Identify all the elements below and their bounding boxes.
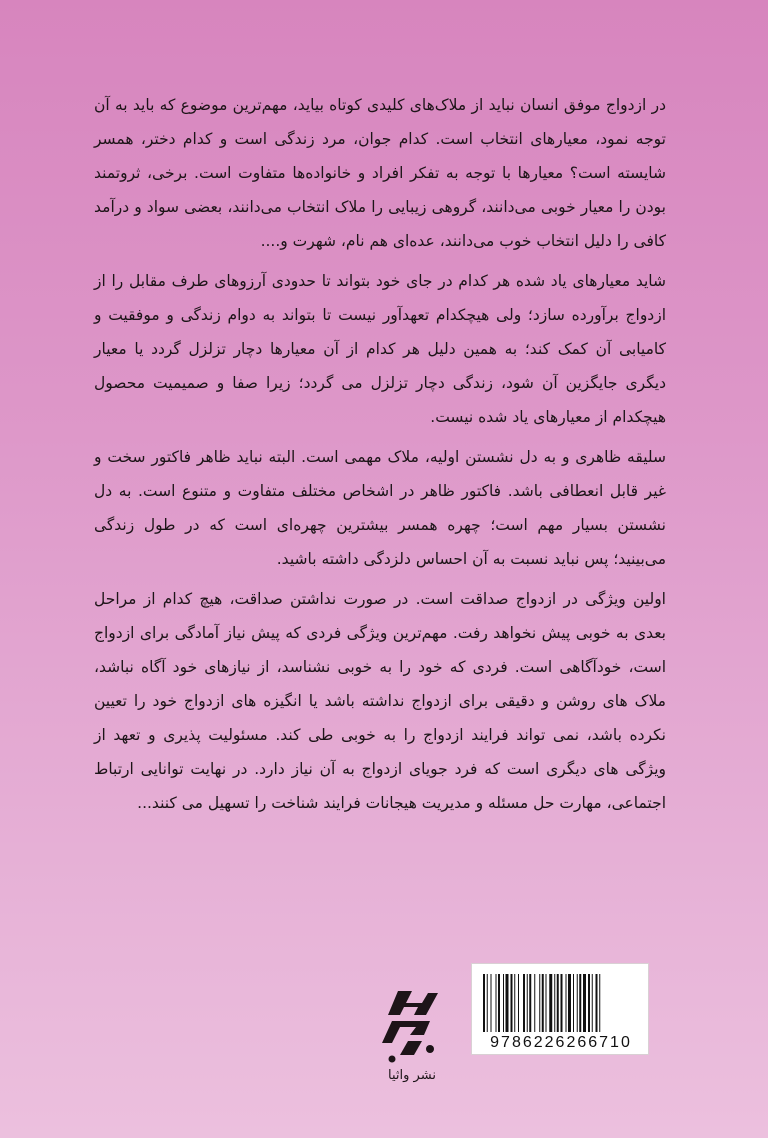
publisher-name: نشر واثیا (388, 1068, 436, 1083)
barcode-bars (482, 974, 640, 1032)
publisher-logo-icon (378, 985, 444, 1069)
blurb-paragraph-3: سلیقه ظاهری و به دل نشستن اولیه، ملاک مهمی است. البته نباید ظاهر فاکتور سخت و غیر قابل انعطافی باشد. فاکتور ظاهر در اشخاص مختلف متفاوت و متنوع است. به دل نشستن بسیار مهم است؛ چهره همسر بیشترین چهره‌ای است که در طول زندگی می‌بینید؛ پس نباید نسبت به آن احساس دلزدگی داشته باشید. (94, 448, 666, 568)
barcode (471, 963, 649, 1055)
blurb-text (94, 88, 666, 820)
blurb-paragraph-4: اولین ویژگی در ازدواج صداقت است. در صورت نداشتن صداقت، هیچ کدام از مراحل بعدی به خوبی پیش نخواهد رفت. مهم‌ترین ویژگی فردی که پیش نیاز آمادگی برای ازدواج است، خودآگاهی است. فردی که خود را به خوبی نشناسد، از نیازهای خود آگاه نباشد، ملاک های روشن و دقیقی برای ازدواج نداشته باشد یا انگیزه‌ های ازدواج خود را تعیین نکرده باشد، نمی تواند فرایند ازدواج را به خوبی طی کند. مسئولیت پذیری و تعهد از ویژگی های دیگری است که فرد جویای ازدواج به آن نیاز دارد. در نهایت توانایی ارتباط اجتماعی، مهارت حل مسئله و مدیریت هیجانات فرایند شناخت را تسهیل می کنند... (94, 590, 666, 812)
blurb-paragraph-1: در ازدواج موفق انسان نباید از ملاک‌های کلیدی کوتاه بیاید، مهم‌ترین موضوع که باید به آن توجه نمود، معیارهای انتخاب است. کدام جوان، مرد زندگی است و کدام دختر، همسر شایسته است؟ معیارها با توجه به تفکر افراد و خانواده‌ها متفاوت است. برخی، ثروتمند بودن را معیار خوبی می‌دانند، گروهی زیبایی را ملاک انتخاب می‌دانند، بعضی سواد و درآمد کافی را دلیل انتخاب خوب می‌دانند، عده‌ای هم نام، شهرت و.... (94, 96, 666, 250)
blurb-paragraph-2: شاید معیارهای یاد شده هر کدام در جای خود بتواند تا حدودی آرزوهای طرف مقابل را از ازدواج برآورده سازد؛ ولی هیچکدام تعهدآور نیست تا بتواند به دوام زندگی و موفقیت و کامیابی آن کمک کند؛ به همین دلیل هر کدام از آن معیارها دچار تزلزل گردد یا معیار دیگری جایگزین آن شود، زندگی دچار تزلزل می گردد؛ زیرا صفا و صمیمیت محصول هیچکدام از معیارهای یاد شده نیست. (94, 272, 666, 426)
isbn-number: 9786226266710 (490, 1034, 632, 1051)
